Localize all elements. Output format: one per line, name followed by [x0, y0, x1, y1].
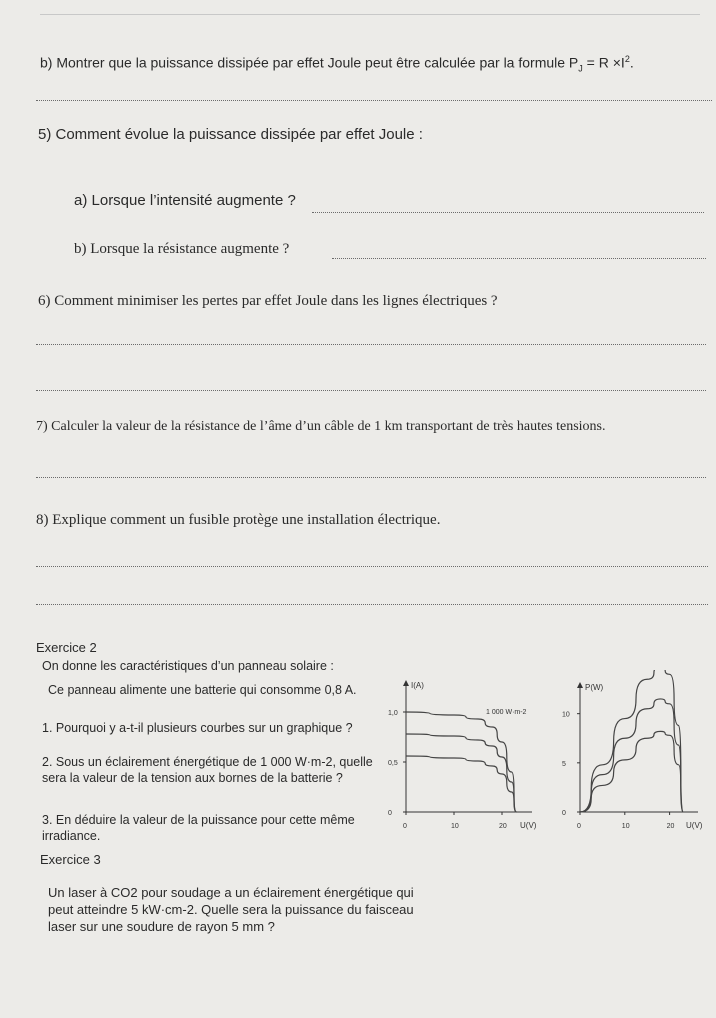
exercise-2-item-3: 3. En déduire la valeur de la puissance pour cette même irradiance.: [42, 813, 355, 843]
iu-chart-x-tick-label: 10: [451, 823, 459, 830]
iu-chart-y-label: I(A): [411, 681, 424, 690]
exercise-2-item-1: 1. Pourquoi y a-t-il plusieurs courbes sur un graphique ?: [42, 721, 353, 735]
answer-line-8b[interactable]: [36, 604, 708, 605]
exercise-2-paragraph: Ce panneau alimente une batterie qui consomme 0,8 A.: [48, 683, 357, 697]
iu-chart-x-tick-label: 0: [403, 823, 407, 830]
iu-chart-x-label: U(V): [520, 821, 537, 830]
pu-chart-y-tick-label: 10: [562, 711, 570, 719]
question-8-title: 8) Explique comment un fusible protège une installation électrique.: [36, 512, 441, 528]
answer-line-7[interactable]: [36, 477, 706, 478]
pu-chart-x-label: U(V): [686, 821, 703, 830]
pu-chart: [556, 670, 708, 836]
top-answer-line: [40, 14, 700, 15]
answer-line-5a[interactable]: [312, 212, 704, 213]
iu-chart-series-2: [406, 734, 516, 812]
answer-line-6a[interactable]: [36, 344, 706, 345]
exercise-3-title: Exercice 3: [40, 852, 101, 867]
pu-chart-y-tick-label: 0: [562, 810, 566, 817]
pu-chart-y-label: P(W): [585, 683, 604, 692]
iu-chart-y-tick-label: 0,5: [388, 760, 398, 767]
pu-chart-y-tick-label: 5: [562, 760, 566, 768]
answer-line-6b[interactable]: [36, 390, 706, 391]
exercise-3-body: Un laser à CO2 pour soudage a un éclairement énergétique qui peut atteindre 5 kW·cm-2. Quelle sera la puissance du faisceau laser sur une soudure de rayon 5 mm ?: [48, 885, 414, 934]
iu-chart-annotation: 1 000 W·m-2: [486, 709, 527, 716]
iu-chart-y-arrow: [403, 680, 409, 686]
iu-chart-x-tick-label: 20: [499, 823, 507, 830]
answer-line-8a[interactable]: [36, 566, 708, 567]
answer-line-5b[interactable]: [332, 258, 706, 259]
iu-chart-y-tick-label: 1,0: [388, 710, 398, 717]
answer-line[interactable]: [36, 100, 712, 101]
exercise-2-title: Exercice 2: [36, 640, 97, 655]
iu-chart-series-1: [406, 712, 516, 812]
question-6-title: 6) Comment minimiser les pertes par effet Joule dans les lignes électriques ?: [38, 293, 498, 309]
iu-chart-series-3: [406, 756, 516, 812]
question-b-formula: b) Montrer que la puissance dissipée par effet Joule peut être calculée par la formule $P_J = R \times I^2$.: [40, 54, 634, 74]
pu-chart-x-tick-label: 20: [666, 823, 675, 830]
exercise-2-item-2: 2. Sous un éclairement énergétique de 1 000 W·m-2, quelle sera la valeur de la tension aux bornes de la batterie ?: [42, 755, 373, 785]
question-7-title: 7) Calculer la valeur de la résistance de l’âme d’un câble de 1 km transportant de très hautes tensions.: [36, 419, 606, 434]
question-5a: a) Lorsque l’intensité augmente ?: [74, 192, 296, 209]
exercise-2-intro: On donne les caractéristiques d’un panneau solaire :: [42, 659, 334, 673]
iu-chart: [384, 670, 542, 836]
question-5b: b) Lorsque la résistance augmente ?: [74, 241, 290, 257]
iu-chart-y-tick-label: 0: [388, 810, 392, 817]
pu-chart-series-3: [580, 731, 683, 812]
pu-chart-y-arrow: [577, 682, 583, 688]
pu-chart-x-tick-label: 10: [621, 823, 630, 830]
pu-chart-x-tick-label: 0: [577, 823, 581, 830]
question-5-title: 5) Comment évolue la puissance dissipée par effet Joule :: [38, 126, 423, 143]
